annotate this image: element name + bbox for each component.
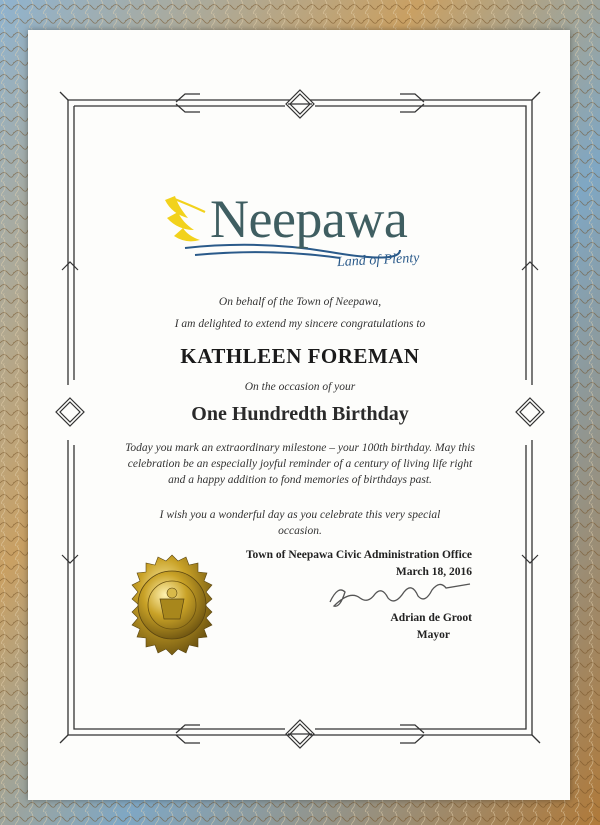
signatory-name: Adrian de Groot: [390, 612, 472, 624]
recipient-name: KATHLEEN FOREMAN: [180, 344, 420, 368]
logo-wordmark: Neepawa: [210, 189, 408, 249]
office-name: Town of Neepawa Civic Administration Office: [245, 549, 472, 561]
message-paragraph-1: Today you mark an extraordinary milestone – your 100th birthday. May this celebration be an especially joyful reminder of a century of living life right and a happy addition to fond memories of birthdays past.: [125, 442, 475, 486]
occasion-intro: On the occasion of your: [244, 381, 356, 393]
message-paragraph-2: I wish you a wonderful day as you celebrate this very special occasion.: [159, 509, 441, 537]
intro-line-2: I am delighted to extend my sincere congratulations to: [174, 318, 426, 330]
signature-date: March 18, 2016: [395, 566, 472, 578]
signatory-title: Mayor: [416, 629, 450, 641]
occasion-title: One Hundredth Birthday: [191, 403, 409, 425]
logo-tagline: Land of Plenty: [336, 250, 420, 271]
intro-line-1: On behalf of the Town of Neepawa,: [218, 296, 382, 308]
